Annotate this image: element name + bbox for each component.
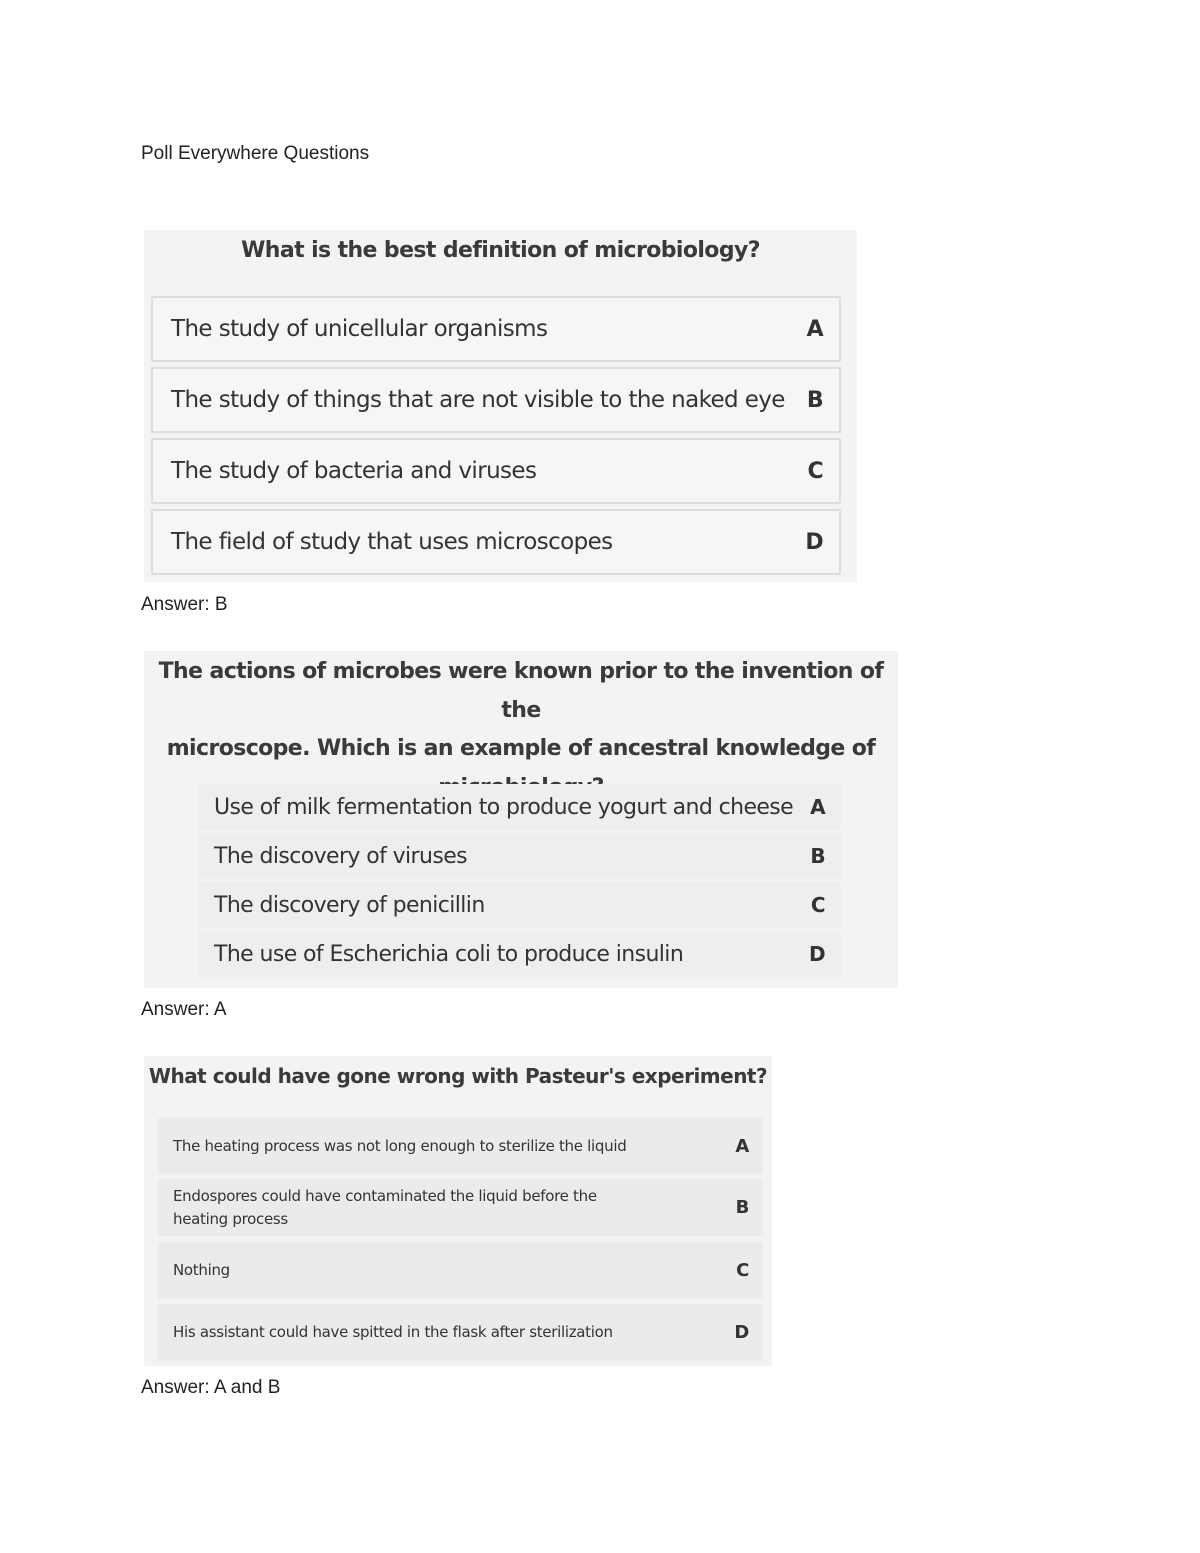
option-text: The discovery of viruses <box>214 843 467 869</box>
option-text: The use of Escherichia coli to produce insulin <box>214 941 684 967</box>
page-title: Poll Everywhere Questions <box>141 143 370 164</box>
option-text: The heating process was not long enough to sterilize the liquid <box>173 1136 627 1155</box>
poll-question-line: microscope. Which is an example of ancestral knowledge of <box>166 736 876 761</box>
poll-question: What could have gone wrong with Pasteur's experiment? <box>148 1064 768 1088</box>
answer-text: Answer: B <box>141 594 228 615</box>
option-letter: B <box>735 1197 749 1218</box>
option-text: The discovery of penicillin <box>214 892 485 918</box>
poll-option-c[interactable] <box>151 438 841 504</box>
poll-card-2 <box>144 651 898 988</box>
option-text: His assistant could have spitted in the flask after sterilization <box>173 1323 613 1341</box>
option-text: The field of study that uses microscopes <box>171 529 613 555</box>
option-letter: D <box>734 1322 749 1343</box>
poll-option-b[interactable] <box>151 367 841 433</box>
poll-option-a[interactable] <box>151 296 841 362</box>
option-text: Endospores could have contaminated the liquid before the heating process <box>173 1186 597 1228</box>
option-letter: A <box>735 1135 749 1157</box>
poll-option-d[interactable] <box>198 931 841 977</box>
option-letter: D <box>805 529 823 555</box>
poll-option-c[interactable] <box>198 882 841 928</box>
option-text: Nothing <box>173 1261 230 1279</box>
poll-option-a[interactable] <box>158 1118 763 1174</box>
option-letter: C <box>807 458 823 484</box>
poll-option-b[interactable] <box>198 833 841 879</box>
option-text: The study of things that are not visible to the naked eye <box>171 387 785 413</box>
option-letter: A <box>810 795 825 819</box>
answer-text: Answer: A <box>141 999 227 1020</box>
answer-text: Answer: A and B <box>141 1377 281 1398</box>
poll-option-d[interactable] <box>158 1304 763 1361</box>
option-letter: D <box>808 942 825 966</box>
option-letter: B <box>810 844 825 868</box>
poll-question-line: The actions of microbes were known prior to the invention of the <box>158 659 884 723</box>
option-letter: A <box>806 316 823 342</box>
option-letter: C <box>810 893 825 917</box>
poll-card-1 <box>144 230 857 582</box>
option-letter: B <box>806 387 823 413</box>
option-text: The study of unicellular organisms <box>171 316 548 342</box>
option-text: Use of milk fermentation to produce yogurt and cheese <box>214 794 794 820</box>
poll-card-3 <box>144 1056 772 1366</box>
option-letter: C <box>736 1260 749 1281</box>
poll-option-a[interactable] <box>198 784 841 830</box>
poll-option-b[interactable] <box>158 1179 763 1236</box>
poll-option-c[interactable] <box>158 1242 763 1299</box>
option-text: The study of bacteria and viruses <box>171 458 537 484</box>
poll-question: What is the best definition of microbiology? <box>241 238 760 263</box>
poll-option-d[interactable] <box>151 509 841 575</box>
